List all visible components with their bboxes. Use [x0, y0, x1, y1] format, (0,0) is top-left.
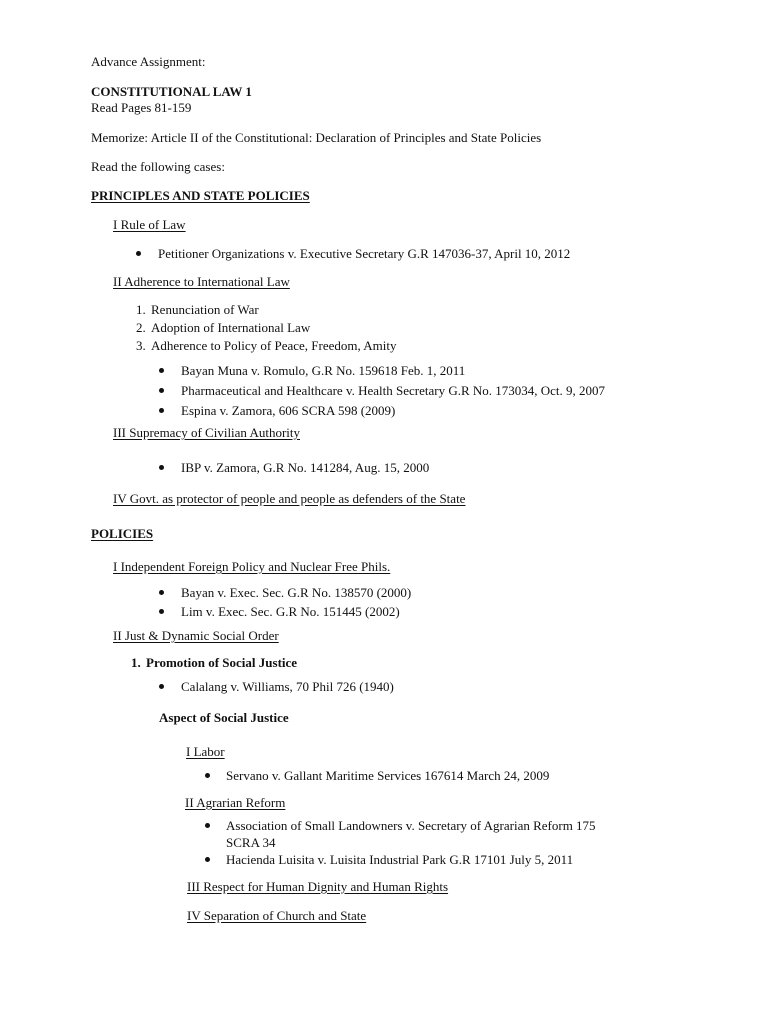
international-law-heading: II Adherence to International Law — [113, 274, 290, 289]
human-dignity-heading: III Respect for Human Dignity and Human Rights — [187, 879, 449, 894]
bullet-icon — [159, 408, 164, 413]
bullet-icon — [136, 251, 141, 256]
list-number: 2. — [136, 320, 146, 335]
list-number: 1. — [136, 302, 146, 317]
social-justice-heading: Promotion of Social Justice — [146, 655, 298, 670]
rule-of-law-heading: I Rule of Law — [113, 217, 186, 232]
course-title: CONSTITUTIONAL LAW 1 — [91, 84, 252, 99]
case-item: Pharmaceutical and Healthcare v. Health Secretary G.R No. 173034, Oct. 9, 2007 — [181, 383, 606, 398]
agrarian-heading: II Agrarian Reform — [185, 795, 286, 810]
foreign-policy-heading: I Independent Foreign Policy and Nuclear Free Phils. — [113, 559, 391, 574]
case-item: Bayan v. Exec. Sec. G.R No. 138570 (2000) — [181, 585, 412, 600]
case-item-continuation: SCRA 34 — [226, 835, 276, 850]
case-item: Lim v. Exec. Sec. G.R No. 151445 (2002) — [181, 604, 400, 619]
case-item: Hacienda Luisita v. Luisita Industrial Park G.R 17101 July 5, 2011 — [226, 852, 574, 867]
principles-heading: PRINCIPLES AND STATE POLICIES — [91, 188, 310, 203]
case-item: Servano v. Gallant Maritime Services 167614 March 24, 2009 — [226, 768, 550, 783]
read-cases-text: Read the following cases: — [91, 159, 225, 174]
church-state-heading: IV Separation of Church and State — [187, 908, 367, 923]
bullet-icon — [205, 823, 210, 828]
labor-heading: I Labor — [186, 744, 225, 759]
aspect-heading: Aspect of Social Justice — [159, 710, 289, 725]
bullet-icon — [159, 368, 164, 373]
civilian-authority-heading: III Supremacy of Civilian Authority — [113, 425, 301, 440]
case-item: Bayan Muna v. Romulo, G.R No. 159618 Feb. 1, 2011 — [181, 363, 466, 378]
list-number: 3. — [136, 338, 146, 353]
advance-assignment-label: Advance Assignment: — [91, 54, 206, 69]
case-item: Calalang v. Williams, 70 Phil 726 (1940) — [181, 679, 394, 694]
bullet-icon — [159, 388, 164, 393]
read-pages-text: Read Pages 81-159 — [91, 100, 192, 115]
bullet-icon — [205, 857, 210, 862]
social-order-heading: II Just & Dynamic Social Order — [113, 628, 279, 643]
protector-heading: IV Govt. as protector of people and people as defenders of the State — [113, 491, 466, 506]
case-item: Petitioner Organizations v. Executive Secretary G.R 147036-37, April 10, 2012 — [158, 246, 571, 261]
numbered-item: Adherence to Policy of Peace, Freedom, Amity — [151, 338, 397, 353]
bullet-icon — [159, 684, 164, 689]
policies-heading: POLICIES — [91, 526, 154, 541]
bullet-icon — [159, 465, 164, 470]
memorize-text: Memorize: Article II of the Constitutional: Declaration of Principles and State Policies — [91, 130, 542, 145]
case-item: Espina v. Zamora, 606 SCRA 598 (2009) — [181, 403, 396, 418]
numbered-item: Adoption of International Law — [151, 320, 311, 335]
list-number: 1. — [131, 655, 141, 670]
case-item: IBP v. Zamora, G.R No. 141284, Aug. 15, 2000 — [181, 460, 430, 475]
bullet-icon — [205, 773, 210, 778]
case-item: Association of Small Landowners v. Secretary of Agrarian Reform 175 — [226, 818, 596, 833]
numbered-item: Renunciation of War — [151, 302, 259, 317]
bullet-icon — [159, 609, 164, 614]
bullet-icon — [159, 590, 164, 595]
